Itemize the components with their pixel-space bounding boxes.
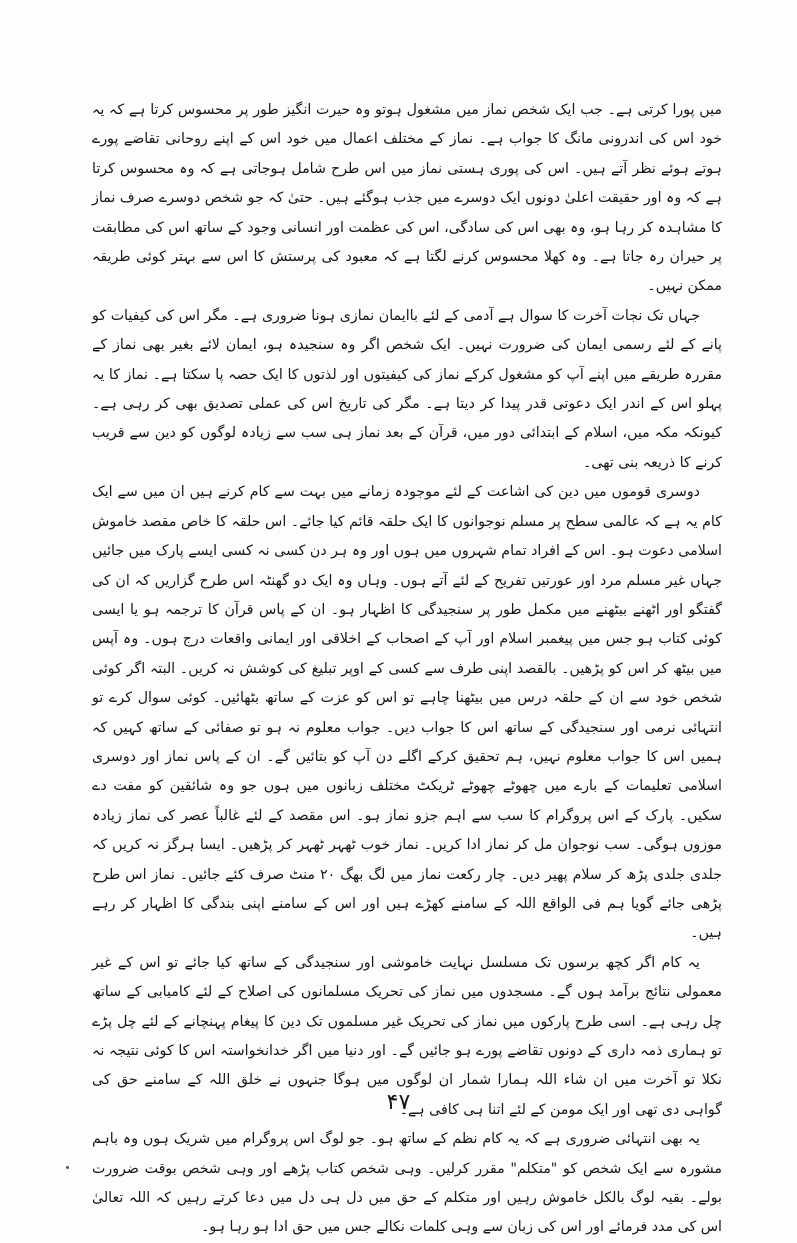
paragraph-3: دوسری قوموں میں دین کی اشاعت کے لئے موجودہ زمانے میں بہت سے کام کرنے ہیں ان میں سے ایک کام یہ ہے کہ عالمی سطح پر مسلم نوجوانوں کا ایک حلقہ قائم کیا جائے۔ اس حلقہ کا خاص مقصد خاموش اسلامی دعوت ہو۔ اس کے افراد تمام شہروں میں ہوں اور وہ ہر دن کسی نہ کسی ایسے پارک میں جائیں جہاں غیر مسلم مرد اور عورتیں تفریح کے لئے آتے ہوں۔ وہاں وہ ایک دو گھنٹہ اس طرح گزاریں کہ ان کی گفتگو اور اٹھنے بیٹھنے میں مکمل طور پر سنجیدگی کا اظہار ہو۔ ان کے پاس قرآن کا ترجمہ ہو یا ایسی کوئی کتاب ہو جس میں پیغمبر اسلام اور آپ کے اصحاب کے اخلاقی اور ایمانی واقعات درج ہوں۔ وہ آپس میں بیٹھ کر اس کو پڑھیں۔ بالقصد اپنی طرف سے کسی کے اوپر تبلیغ کی کوشش نہ کریں۔ البتہ اگر کوئی شخص خود سے ان کے حلقہ درس میں بیٹھنا چاہے تو اس کو عزت کے ساتھ بٹھائیں۔ کوئی سوال کرے تو انتہائی نرمی اور سنجیدگی کے ساتھ اس کا جواب دیں۔ جواب معلوم نہ ہو تو صفائی کے ساتھ کہیں کہ ہمیں اس کا جواب معلوم نہیں، ہم تحقیق کرکے اگلے دن آپ کو بتائیں گے۔ ان کے پاس نماز اور دوسری اسلامی تعلیمات کے بارے میں چھوٹے چھوٹے ٹریکٹ مختلف زبانوں میں ہوں جو وہ شائقین کو مفت دے سکیں۔ پارک کے اس پروگرام کا سب سے اہم جزو نماز ہو۔ اس مقصد کے لئے غالباً عصر کی نماز زیادہ موزوں ہوگی۔ سب نوجوان مل کر نماز ادا کریں۔ نماز خوب ٹھہر ٹھہر کر پڑھیں۔ ایسا ہرگز نہ کریں کہ جلدی جلدی پڑھ کر سلام پھیر دیں۔ چار رکعت نماز میں لگ بھگ ۲۰ منٹ صرف کئے جائیں۔ نماز اس طرح پڑھی جائے گویا ہم فی الواقع اللہ کے سامنے کھڑے ہیں اور اس کے سامنے اپنی بندگی کا اظہار کر رہے ہیں۔ — [92, 484, 722, 942]
page-number: ۴۷ — [386, 1090, 411, 1115]
paragraph-4: یہ کام اگر کچھ برسوں تک مسلسل نہایت خاموشی اور سنجیدگی کے ساتھ کیا جائے تو اس کے غیر معمولی نتائج برآمد ہوں گے۔ مسجدوں میں نماز کی تحریک مسلمانوں کی اصلاح کے لئے کامیابی کے ساتھ چل رہی ہے۔ اسی طرح پارکوں میں نماز کی تحریک غیر مسلموں تک دین کا پیغام پہنچانے کے لئے چل پڑے تو ہماری ذمہ داری کے دونوں تقاضے پورے ہو جائیں گے۔ اور دنیا میں اگر خدانخواستہ اس کا کوئی نتیجہ نہ نکلا تو آخرت میں ان شاء اللہ ہمارا شمار ان لوگوں میں ہوگا جنہوں نے خلق اللہ کے سامنے حق کی گواہی دی تھی اور ایک مومن کے لئے اتنا ہی کافی ہے۔ — [92, 954, 722, 1118]
paragraph-5: یہ بھی انتہائی ضروری ہے کہ یہ کام نظم کے ساتھ ہو۔ جو لوگ اس پروگرام میں شریک ہوں وہ باہم مشورہ سے ایک شخص کو "متکلم" مقرر کرلیں۔ وہی شخص کتاب پڑھے اور وہی شخص بوقت ضرورت بولے۔ بقیہ لوگ بالکل خاموش رہیں اور متکلم کے حق میں دل ہی دل میں دعا کرتے رہیں کہ اللہ تعالیٰ اس کی مدد فرمائے اور اس کی زبان سے وہی کلمات نکالے جس میں حق ادا ہو رہا ہو۔ — [92, 1131, 722, 1236]
paragraph-1: میں پورا کرتی ہے۔ جب ایک شخص نماز میں مشغول ہوتو وہ حیرت انگیز طور پر محسوس کرتا ہے کہ یہ خود اس کی اندرونی مانگ کا جواب ہے۔ نماز کے مختلف اعمال میں خود اس کے اپنے روحانی تقاضے پورے ہوتے ہوئے نظر آتے ہیں۔ اس کی پوری ہستی نماز میں اس طرح شامل ہوجاتی ہے کہ وہ محسوس کرتا ہے کہ وہ اور حقیقت اعلیٰ دونوں ایک دوسرے میں جذب ہوگئے ہیں۔ حتیٰ کہ جو شخص دوسرے صرف نماز کا مشاہدہ کر رہا ہو، وہ بھی اس کی سادگی، اس کی عظمت اور انسانی وجود کے ساتھ اس کی مطابقت پر حیران رہ جاتا ہے۔ وہ کھلا محسوس کرنے لگتا ہے کہ معبود کی پرستش کا اس سے بہتر کوئی طریقہ ممکن نہیں۔ — [92, 102, 722, 295]
paragraph-2: جہاں تک نجات آخرت کا سوال ہے آدمی کے لئے باایمان نمازی ہونا ضروری ہے۔ مگر اس کی کیفیات کو پانے کے لئے رسمی ایمان کی ضرورت نہیں۔ ایک شخص اگر وہ سنجیدہ ہو، ایمان لائے بغیر بھی نماز کے مقررہ طریقے میں اپنے آپ کو مشغول کرکے نماز کی کیفیتوں اور لذتوں کا ایک حصہ پا سکتا ہے۔ نماز کا یہ پہلو اس کے اندر ایک دعوتی قدر پیدا کر دیتا ہے۔ مگر کی تاریخ اس کی عملی تصدیق بھی کر رہی ہے۔ کیونکہ مکہ میں، اسلام کے ابتدائی دور میں، قرآن کے بعد نماز ہی سب سے زیادہ لوگوں کو دین سے قریب کرنے کا ذریعہ بنی تھی۔ — [92, 307, 722, 471]
scan-speck — [66, 1166, 69, 1169]
